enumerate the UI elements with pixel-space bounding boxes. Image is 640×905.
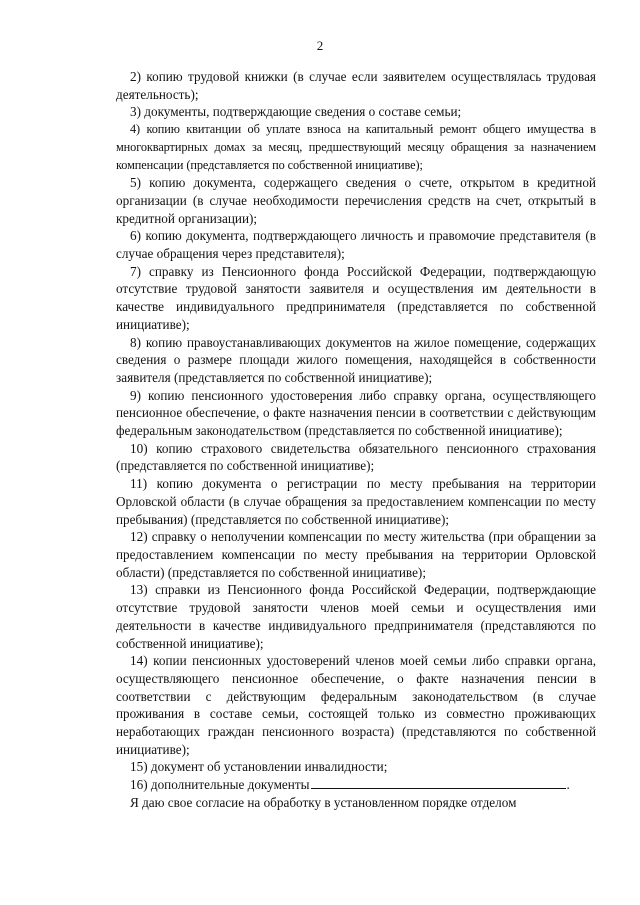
list-item-16-end: . xyxy=(566,777,570,793)
fill-in-line xyxy=(311,776,566,789)
list-item-16-label: 16) дополнительные документы xyxy=(130,777,310,793)
list-item: 13) справки из Пенсионного фонда Российской Федерации, подтверждающие отсутствие трудовой занятости членов моей семьи и осуществления ими деятельности в качестве индивидуального предпринимателя (представляются по собственной инициативе); xyxy=(116,582,596,651)
list-item: 14) копии пенсионных удостоверений членов моей семьи либо справки органа, осуществляющего пенсионное обеспечение, о факте назначения пенсии в соответствии с действующим федеральным законодательством (в случае проживания в составе семьи, состоящей только из совместно проживающих неработающих граждан пенсионного возраста) (представляются по собственной инициативе); xyxy=(116,653,596,757)
list-item: 8) копию правоустанавливающих документов на жилое помещение, содержащих сведения о размере площади жилого помещения, находящейся в собственности заявителя (представляется по собственной инициативе); xyxy=(116,334,596,385)
page-number: 2 xyxy=(316,38,324,53)
list-item: 4) копию квитанции об уплате взноса на капитальный ремонт общего имущества в многоквартирных домах за месяц, предшествующий месяцу обращения за назначением компенсации (представляется по собственной инициативе); xyxy=(116,122,596,172)
list-item: 5) копию документа, содержащего сведения о счете, открытом в кредитной организации (в случае необходимости перечисления средств на счет, открытый в кредитной организации); xyxy=(116,175,596,226)
list-item: 6) копию документа, подтверждающего личность и правомочие представителя (в случае обращения через представителя); xyxy=(116,228,596,262)
list-item: 12) справку о неполучении компенсации по месту жительства (при обращении за предоставлением компенсации по месту пребывания на территории Орловской области) (представляется по собственной инициативе); xyxy=(116,529,596,580)
list-item: 11) копию документа о регистрации по месту пребывания на территории Орловской области (в случае обращения за предоставлением компенсации по месту пребывания) (представляется по собственной инициативе); xyxy=(116,476,596,527)
list-item: 9) копию пенсионного удостоверения либо справку органа, осуществляющего пенсионное обеспечение, о факте назначения пенсии в соответствии с действующим федеральным законодательством (представляется по собственной инициативе); xyxy=(116,387,596,439)
consent-text: Я даю свое согласие на обработку в установленном порядке отделом xyxy=(130,794,517,810)
list-item: 2) копию трудовой книжки (в случае если заявителем осуществлялась трудовая деятельность); xyxy=(116,69,596,102)
list-item: 10) копию страхового свидетельства обязательного пенсионного страхования (представляется по собственной инициативе); xyxy=(116,440,596,474)
list-item: 7) справку из Пенсионного фонда Российской Федерации, подтверждающую отсутствие трудовой занятости заявителя и осуществления им деятельности в качестве индивидуального предпринимателя (представляется по собственной инициативе); xyxy=(116,263,596,332)
list-item-16 xyxy=(116,776,596,794)
list-item: 3) документы, подтверждающие сведения о составе семьи; xyxy=(130,104,462,120)
list-item: 15) документ об установлении инвалидности; xyxy=(130,759,388,775)
document-body xyxy=(116,68,596,812)
